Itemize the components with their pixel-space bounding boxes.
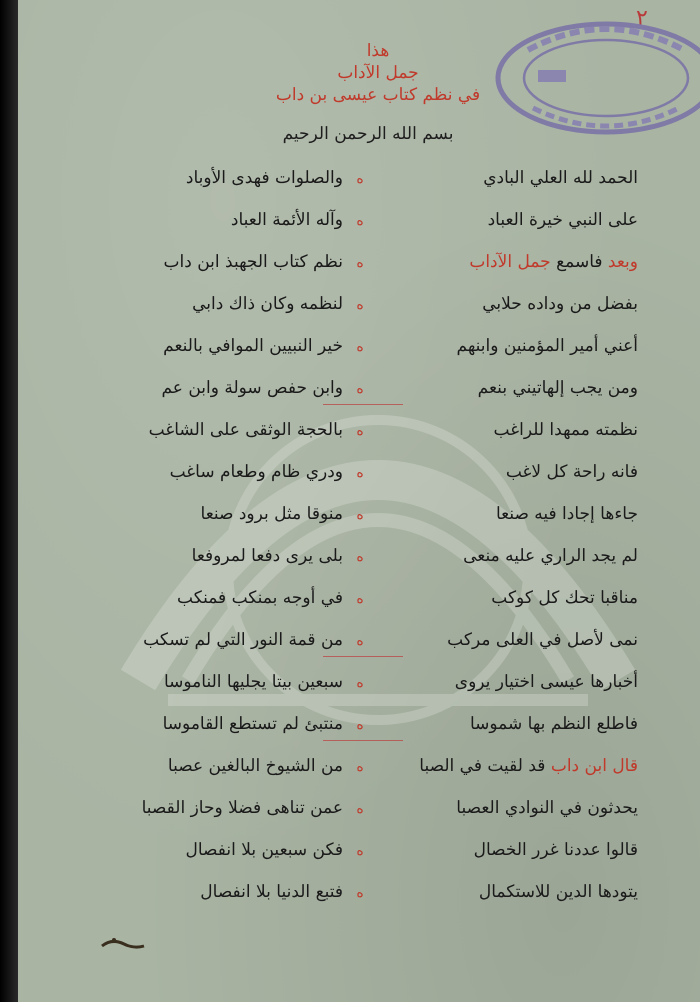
verse-line: [78, 874, 638, 916]
verse-second-hemistich: عمن تناهى فضلا وحاز القصبا: [141, 798, 343, 818]
verse-line: [78, 328, 638, 370]
verse-second-hemistich: من الشيوخ البالغين عصبا: [167, 756, 343, 776]
verse-first-hemistich: يتودها الدين للاستكمال: [478, 882, 638, 902]
verse-line: [78, 748, 638, 790]
basmala: بسم الله الرحمن الرحيم: [282, 124, 454, 144]
verse-line: [78, 538, 638, 580]
verse-second-hemistich: لنظمه وكان ذاك دابي: [192, 294, 343, 314]
title-line-1: هذا: [366, 41, 390, 61]
verse-text: قد لقيت في الصبا: [419, 756, 546, 776]
verse-line: [78, 370, 638, 412]
verse-divider-mark: ه: [356, 591, 364, 607]
verse-line: [78, 286, 638, 328]
verse-divider-mark: ه: [356, 297, 364, 313]
verse-divider-mark: ه: [356, 843, 364, 859]
ink-blot-mark: [98, 934, 148, 954]
red-underline: [323, 656, 403, 657]
verse-divider-mark: ه: [356, 423, 364, 439]
rubric-word: وبعد: [607, 252, 638, 272]
verse-line: [78, 454, 638, 496]
verse-line: [78, 202, 638, 244]
title-line-2: جمل الآداب: [337, 63, 419, 83]
verse-second-hemistich: بالحجة الوثقى على الشاغب: [148, 420, 343, 440]
verse-divider-mark: ه: [356, 381, 364, 397]
verse-first-hemistich: نمى لأصل في العلى مركب: [447, 630, 638, 650]
red-underline: [323, 740, 403, 741]
verse-first-hemistich: [366, 756, 638, 776]
verse-first-hemistich: على النبي خيرة العباد: [487, 210, 638, 230]
red-underline: [323, 404, 403, 405]
verse-second-hemistich: ودري ظام وطعام ساغب: [169, 462, 343, 482]
verse-divider-mark: ه: [356, 213, 364, 229]
verse-first-hemistich: [366, 252, 638, 272]
verse-first-hemistich: فاطلع النظم بها شموسا: [469, 714, 638, 734]
verse-line: [78, 664, 638, 706]
book-binding-shadow: [0, 0, 18, 1002]
verse-text: فاسمع: [556, 252, 603, 272]
verse-line: [78, 706, 638, 748]
verse-second-hemistich: منوقا مثل برود صنعا: [200, 504, 343, 524]
verse-divider-mark: ه: [356, 717, 364, 733]
verse-line: [78, 160, 638, 202]
verse-first-hemistich: نظمته ممهدا للراغب: [493, 420, 638, 440]
verse-second-hemistich: منتبئ لم تستطع القاموسا: [162, 714, 343, 734]
verse-divider-mark: ه: [356, 507, 364, 523]
verse-second-hemistich: وابن حفص سولة وابن عم: [161, 378, 343, 398]
verse-first-hemistich: لم يجد الراري عليه منعى: [463, 546, 638, 566]
verse-divider-mark: ه: [356, 255, 364, 271]
verse-second-hemistich: خير النبيين الموافي بالنعم: [163, 336, 343, 356]
verse-line: [78, 832, 638, 874]
verse-divider-mark: ه: [356, 885, 364, 901]
verse-first-hemistich: بفضل من وداده حلابي: [482, 294, 638, 314]
verse-second-hemistich: فكن سبعين بلا انفصال: [185, 840, 343, 860]
verse-line: [78, 580, 638, 622]
verse-second-hemistich: فتبع الدنيا بلا انفصال: [200, 882, 343, 902]
verse-first-hemistich: ومن يجب إلهاتيني بنعم: [477, 378, 638, 398]
verse-second-hemistich: من قمة النور التي لم تسكب: [143, 630, 343, 650]
verse-first-hemistich: أخبارها عيسى اختيار يروى: [454, 672, 638, 692]
verse-divider-mark: ه: [356, 759, 364, 775]
verse-second-hemistich: وآله الأئمة العباد: [230, 210, 343, 230]
verse-first-hemistich: يحدثون في النوادي العصبا: [456, 798, 638, 818]
verse-line: [78, 496, 638, 538]
verse-first-hemistich: قالوا عددنا غرر الخصال: [473, 840, 638, 860]
rubric-speaker: قال ابن داب: [550, 756, 638, 776]
verse-second-hemistich: والصلوات فهدى الأوباد: [185, 168, 343, 188]
verse-divider-mark: ه: [356, 465, 364, 481]
rubric-title: جمل الآداب: [469, 252, 551, 272]
verse-second-hemistich: سبعين بيتا يجليها الناموسا: [163, 672, 343, 692]
page-number: ٢: [636, 6, 648, 31]
title-line-3: في نظم كتاب عيسى بن داب: [275, 85, 481, 105]
verse-second-hemistich: نظم كتاب الجهبذ ابن داب: [163, 252, 343, 272]
verse-first-hemistich: أعني أمير المؤمنين وابنهم: [456, 336, 638, 356]
verse-first-hemistich: فانه راحة كل لاغب: [505, 462, 638, 482]
verse-second-hemistich: بلى يرى دفعا لمروفعا: [191, 546, 343, 566]
verse-first-hemistich: الحمد لله العلي البادي: [483, 168, 638, 188]
verse-divider-mark: ه: [356, 549, 364, 565]
verse-list: [78, 160, 638, 916]
verse-line: [78, 790, 638, 832]
verse-divider-mark: ه: [356, 801, 364, 817]
verse-line: [78, 244, 638, 286]
verse-first-hemistich: مناقبا تحك كل كوكب: [491, 588, 638, 608]
title-block: [218, 40, 538, 106]
verse-divider-mark: ه: [356, 675, 364, 691]
verse-divider-mark: ه: [356, 339, 364, 355]
verse-divider-mark: ه: [356, 171, 364, 187]
verse-second-hemistich: في أوجه بمنكب فمنكب: [177, 588, 343, 608]
verse-first-hemistich: جاءها إجادا فيه صنعا: [495, 504, 638, 524]
manuscript-page: [18, 0, 700, 1002]
verse-divider-mark: ه: [356, 633, 364, 649]
verse-line: [78, 622, 638, 664]
verse-line: [78, 412, 638, 454]
